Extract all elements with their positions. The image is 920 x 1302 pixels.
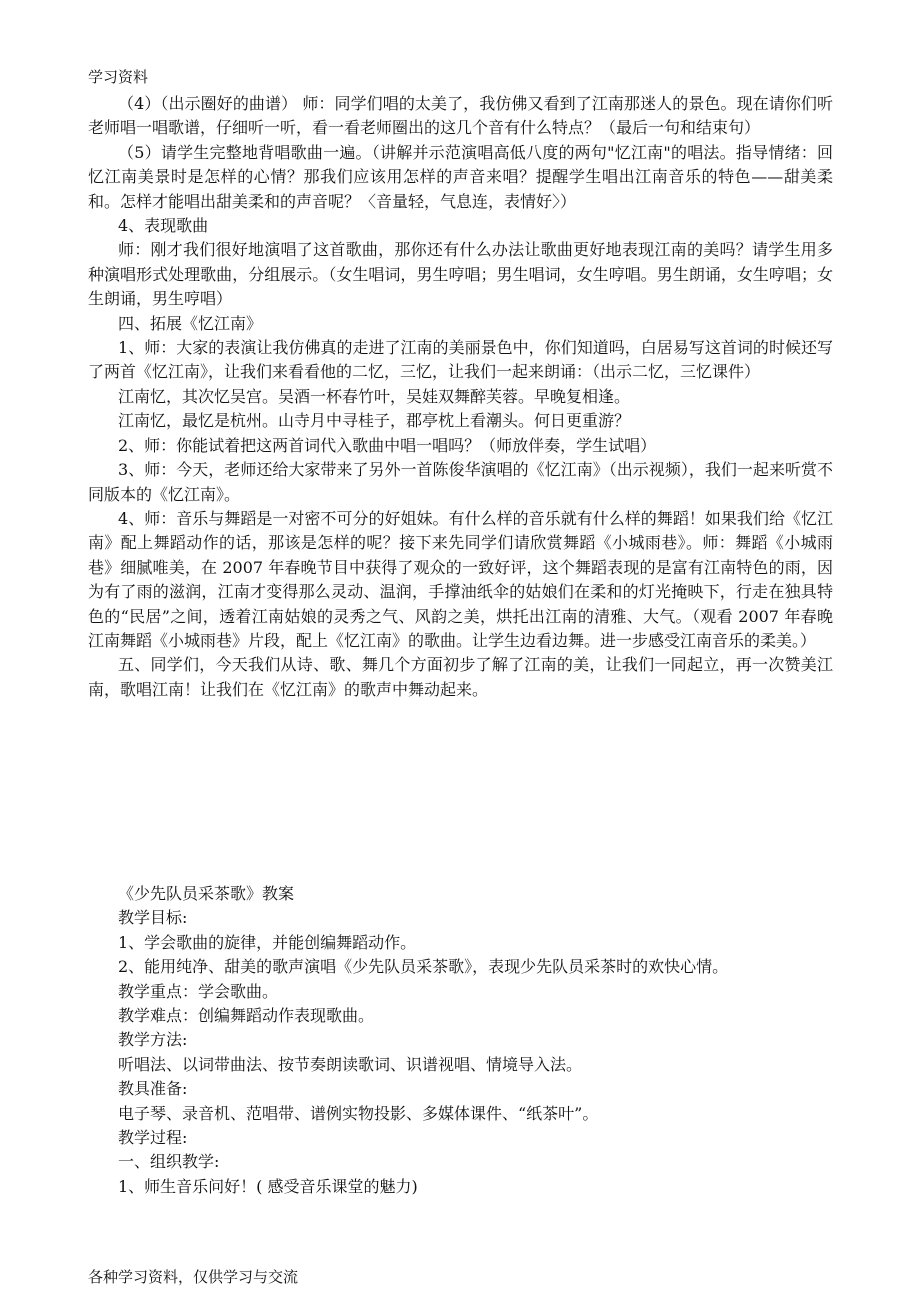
paragraph: 2、师：你能试着把这两首词代入歌曲中唱一唱吗？（师放伴奏，学生试唱） — [118, 435, 657, 455]
line: 教具准备: — [118, 1079, 188, 1099]
line: 教学方法: — [118, 1030, 188, 1050]
line: 教学目标: — [118, 908, 188, 928]
lesson-section-1 — [88, 92, 833, 702]
line: 听唱法、以词带曲法、按节奏朗读歌词、识谱视唱、情境导入法。 — [118, 1054, 583, 1074]
line: 教学难点：创编舞蹈动作表现歌曲。 — [118, 1006, 375, 1026]
section-heading: 四、拓展《忆江南》 — [118, 313, 263, 333]
paragraph: 1、师：大家的表演让我仿佛真的走进了江南的美丽景色中，你们知道吗，白居易写这首词的时候还写了两首《忆江南》，让我们来看看他的二忆，三忆，让我们一起来朗诵：（出示二忆，三忆课件） — [88, 338, 833, 382]
line: 电子琴、录音机、范唱带、谱例实物投影、多媒体课件、“纸茶叶”。 — [118, 1103, 599, 1123]
line: 教学重点：学会歌曲。 — [118, 981, 279, 1001]
line: 教学过程: — [118, 1128, 188, 1148]
paragraph: 3、师：今天，老师还给大家带来了另外一首陈俊华演唱的《忆江南》（出示视频），我们一起来听赏不同版本的《忆江南》。 — [88, 460, 833, 504]
line: 1、师生音乐问好！( 感受音乐课堂的魅力) — [118, 1176, 418, 1196]
line: 一、组织教学: — [118, 1152, 220, 1172]
paragraph: 五、同学们，今天我们从诗、歌、舞几个方面初步了解了江南的美，让我们一同起立，再一次赞美江南，歌唱江南！让我们在《忆江南》的歌声中舞动起来。 — [88, 655, 833, 699]
line: 2、能用纯净、甜美的歌声演唱《少先队员采茶歌》，表现少先队员采茶时的欢快心情。 — [118, 957, 729, 977]
lesson-title: 《少先队员采茶歌》教案 — [118, 884, 295, 903]
paragraph: （5）请学生完整地背唱歌曲一遍。（讲解并示范演唱高低八度的两句"忆江南"的唱法。指导情绪：回忆江南美景时是怎样的心情？那我们应该用怎样的声音来唱？提醒学生唱出江南音乐的特色——甜美柔和。怎样才能唱出甜美柔和的声音呢？〈音量轻，气息连，表情好〉） — [88, 142, 833, 211]
page-footer: 各种学习资料，仅供学习与交流 — [88, 1268, 299, 1286]
poem-line: 江南忆，其次忆吴宫。吴酒一杯春竹叶，吴娃双舞醉芙蓉。早晚复相逢。 — [118, 386, 631, 406]
page-header: 学习资料 — [88, 68, 149, 86]
lesson-section-2 — [88, 882, 833, 1199]
section-heading: 4、表现歌曲 — [118, 216, 209, 236]
paragraph: 师：刚才我们很好地演唱了这首歌曲，那你还有什么办法让歌曲更好地表现江南的美吗？请学生用多种演唱形式处理歌曲，分组展示。（女生唱词，男生哼唱；男生唱词，女生哼唱。男生朗诵，女生哼唱；女生朗诵，男生哼唱） — [88, 240, 833, 309]
poem-line: 江南忆，最忆是杭州。山寺月中寻桂子，郡亭枕上看潮头。何日更重游？ — [118, 411, 631, 431]
paragraph: （4）（出示圈好的曲谱） 师：同学们唱的太美了，我仿佛又看到了江南那迷人的景色。现在请你们听老师唱一唱歌谱，仔细听一听，看一看老师圈出的这几个音有什么特点？（最后一句和结束句） — [88, 94, 833, 138]
paragraph: 4、师：音乐与舞蹈是一对密不可分的好姐妹。有什么样的音乐就有什么样的舞蹈！如果我们给《忆江南》配上舞蹈动作的话，那该是怎样的呢？接下来先同学们请欣赏舞蹈《小城雨巷》。师：舞蹈《小城雨巷》细腻唯美，在 2007 年春晚节目中获得了观众的一致好评，这个舞蹈表现的是富有江南特色的雨，因为有了雨的滋润，江南才变得那么灵动、温润，手撑油纸伞的姑娘们在柔和的灯光掩映下，行走在独具特色的“民居”之间，透着江南姑娘的灵秀之气、风韵之美，烘托出江南的清雅、大气。（观看 2007 年春晚江南舞蹈《小城雨巷》片段，配上《忆江南》的歌曲。让学生边看边舞。进一步感受江南音乐的柔美。） — [88, 508, 833, 650]
line: 1、学会歌曲的旋律，并能创编舞蹈动作。 — [118, 932, 417, 952]
